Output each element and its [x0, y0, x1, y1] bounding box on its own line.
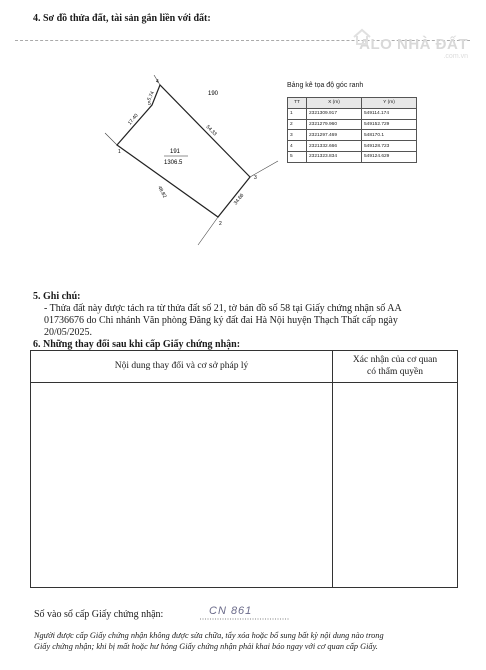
footer-note	[34, 630, 454, 652]
cell: 2321332.666	[307, 141, 362, 152]
table-row	[288, 151, 417, 162]
cell: 5	[288, 151, 307, 162]
cell: 3	[288, 130, 307, 141]
table-row	[288, 141, 417, 152]
changes-table	[30, 350, 458, 588]
note-line: Người được cấp Giấy chứng nhận không được sửa chữa, tẩy xóa hoặc bổ sung bất kỳ nội dung nào trong	[34, 631, 384, 640]
cell: 2321279.960	[307, 119, 362, 130]
header-line: Xác nhận của cơ quan	[352, 355, 438, 365]
coords-table	[287, 97, 417, 163]
boundary-extension	[198, 217, 218, 245]
cell: 2321323.834	[307, 151, 362, 162]
cell: 2321309.917	[307, 108, 362, 119]
register-dotted-line	[200, 617, 290, 621]
parcel-area: 1306.5	[164, 160, 183, 166]
cell: 548170.1	[362, 130, 417, 141]
cell: 4	[288, 141, 307, 152]
point-label: 2	[219, 221, 222, 227]
coords-title: Bảng kê tọa độ góc ranh	[287, 82, 364, 89]
boundary-extension	[105, 133, 117, 145]
house-icon	[352, 28, 372, 46]
cell: 2	[288, 119, 307, 130]
parcel-boundary	[117, 85, 250, 217]
point-label: 1	[118, 149, 121, 155]
neighbor-parcel-number: 190	[208, 91, 219, 97]
register-number: CN 861	[209, 605, 253, 617]
cell: 549124.629	[362, 151, 417, 162]
table-header-row	[288, 98, 417, 109]
cell: 2321297.469	[307, 130, 362, 141]
table-row	[288, 108, 417, 119]
cell: 1	[288, 108, 307, 119]
section6-title: 6. Những thay đổi sau khi cấp Giấy chứng nhận:	[33, 339, 241, 350]
note-line: 20/05/2025.	[44, 327, 93, 338]
authority-confirmation-header	[333, 354, 457, 378]
cell: 549128.723	[362, 141, 417, 152]
watermark-url: .com.vn	[443, 53, 468, 60]
table-row	[288, 130, 417, 141]
header-cell: Y (m)	[362, 98, 417, 109]
register-label: Số vào sổ cấp Giấy chứng nhận:	[34, 609, 164, 620]
table-row	[288, 119, 417, 130]
header-cell: X (m)	[307, 98, 362, 109]
section4-title: 4. Sơ đồ thửa đất, tài sản gắn liền với đất:	[33, 13, 211, 24]
note-line: 01736676 do Chi nhánh Văn phòng Đăng ký đất đai Hà Nội huyện Thạch Thất cấp ngày	[44, 315, 398, 326]
plot-diagram	[100, 75, 285, 260]
point-label: 4	[156, 79, 159, 85]
cell: 549152.729	[362, 119, 417, 130]
watermark-logo	[359, 36, 468, 60]
header-cell: TT	[288, 98, 307, 109]
note-line: - Thửa đất này được tách ra từ thửa đất số 21, tờ bản đồ số 58 tại Giấy chứng nhận số AA	[44, 303, 402, 314]
edge-length: 48.82	[156, 185, 168, 199]
edge-length: 34.66	[232, 192, 246, 207]
watermark-name: ALO NHÀ ĐẤT	[359, 36, 468, 53]
parcel-number: 191	[170, 149, 181, 155]
edge-length: 17.40	[126, 112, 140, 127]
header-divider	[31, 382, 457, 383]
edge-length: 5.74	[146, 90, 156, 102]
point-label: 5	[148, 101, 151, 107]
edge-length: 54.33	[204, 124, 218, 138]
header-line: có thẩm quyền	[367, 367, 423, 377]
column-divider	[332, 351, 333, 587]
changes-content-header: Nội dung thay đổi và cơ sở pháp lý	[114, 361, 249, 371]
point-label: 3	[254, 175, 257, 181]
section5-title: 5. Ghi chú:	[33, 291, 81, 302]
cell: 549114.174	[362, 108, 417, 119]
note-line: Giấy chứng nhận; khi bị mất hoặc hư hỏng Giấy chứng nhận phải khai báo ngay với cơ quan cấp Giấy.	[34, 642, 378, 651]
